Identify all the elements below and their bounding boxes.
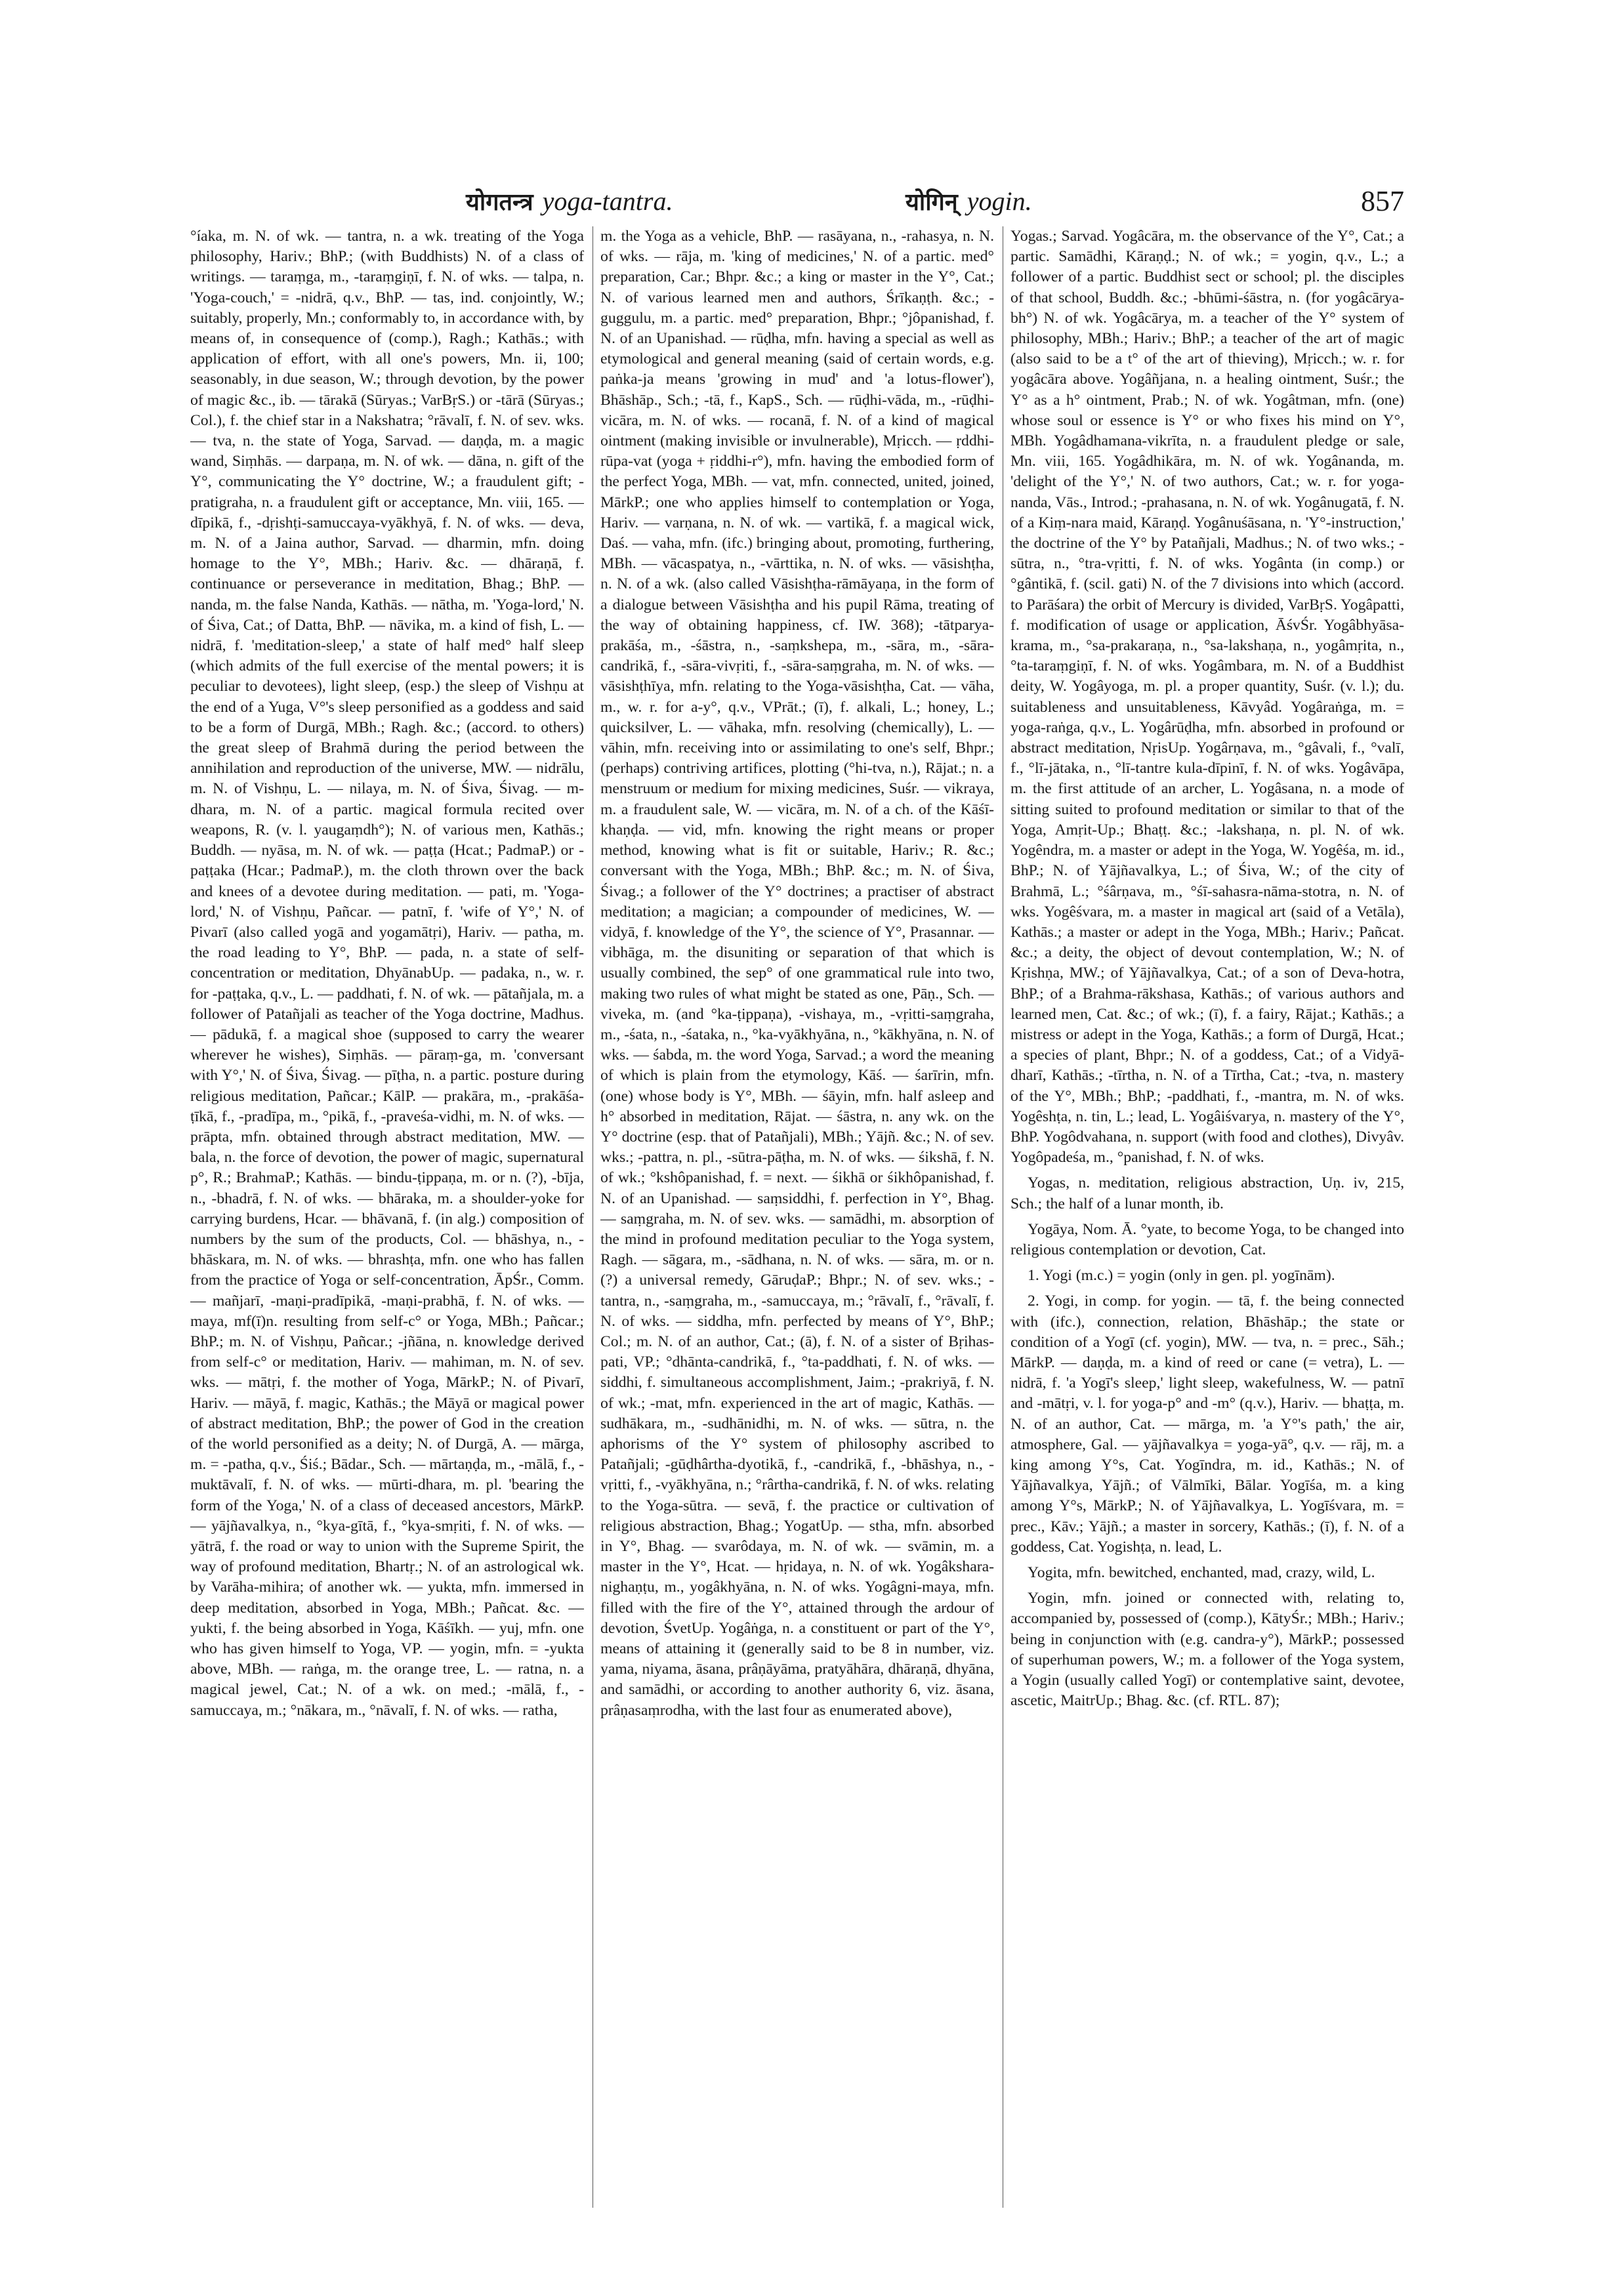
left-running-headword (466, 178, 673, 226)
page-number: 857 (1361, 185, 1404, 217)
right-running-headword (906, 178, 1032, 226)
left-headword-latin: yoga-tantra. (542, 186, 673, 216)
column-3-paragraph-4: 1. Yogi (m.c.) = yogin (only in gen. pl. yogīnām). (1028, 1267, 1335, 1285)
column-3-paragraph-7: Yogin, mfn. joined or connected with, relating to, accompanied by, possessed of (comp.), KātyŚr.; MBh.; Hariv.; being in conjunction with (e.g. candra-y°), MārkP.; possessed of superhuman powers, W.; m. a follower of the Yoga system, a Yogin (usually called Yogī) or contemplative saint, devotee, ascetic, MaitrUp.; Bhag. &c. (cf. RTL. 87); (1010, 1590, 1404, 1710)
column-3-paragraph-2: Yogas, n. meditation, religious abstraction, Uṇ. iv, 215, Sch.; the half of a lunar month, ib. (1010, 1174, 1404, 1212)
column-3-paragraph-1: Yogas.; Sarvad. Yogâcāra, m. the observance of the Y°, Cat.; a partic. Samādhi, Kāraṇḍ.; N. of wk.; = yogin, q.v., L.; a follower of a partic. Buddhist sect or school; pl. the disciples of that school, Buddh. &c.; -bhūmi-śāstra, n. (for yogâcārya-bh°) N. of wk. Yogâcārya, m. a teacher of the Y° system of philosophy, MBh.; Hariv.; BhP.; a teacher of the art of magic (also said to be a t° of the art of thieving), Mṛicch.; w. r. for yogâcāra above. Yogâñjana, n. a healing ointment, Suśr.; the Y° as a h° ointment, Prab.; N. of wk. Yogâtman, mfn. (one) whose soul or essence is Y° or who fixes his mind on Y°, MBh. Yogâdhamana-vikrīta, n. a fraudulent pledge or sale, Mn. viii, 165. Yogâdhikāra, m. N. of wk. Yogânanda, m. 'delight of the Y°,' N. of two authors, Cat.; w. r. for yoga-nanda, Vās., Introd.; -prahasana, n. N. of wk. Yogânugatā, f. N. of a Kiṃ-nara maid, Kāraṇḍ. Yogânuśāsana, n. 'Y°-instruction,' the doctrine of the Y° by Patañjali, Madhus.; N. of two wks.; -sūtra, n., °tra-vṛitti, f. N. of wks. Yogânta (in comp.) or °gântikā, f. (scil. gati) N. of the 7 divisions into which (accord. to Parāśara) the orbit of Mercury is divided, VarBṛS. Yogâpatti, f. modification of usage or application, ĀśvŚr. Yogâbhyāsa-krama, m., °sa-prakaraṇa, n., °sa-lakshaṇa, n., yogâmṛita, n., °ta-taraṃgiṇī, f. N. of wks. Yogâmbara, m. N. of a Buddhist deity, W. Yogâyoga, m. pl. a proper quantity, Suśr. (v. l.); du. suitableness and unsuitableness, Kāvyâd. Yogâraṅga, m. = yoga-raṅga, q.v., L. Yogârūḍha, mfn. absorbed in profound or abstract meditation, NṛisUp. Yogârṇava, m., °gâvali, f., °valī, f., °lī-jātaka, n., °lī-tantre kula-dīpinī, f. N. of wks. Yogâvāpa, m. the first attitude of an archer, L. Yogâsana, n. a mode of sitting suited to profound meditation or similar to that of the Yoga, Amṛit-Up.; Bhaṭṭ. &c.; -lakshaṇa, n. pl. N. of wk. Yogêndra, m. a master or adept in the Yoga, W. Yogêśa, m. id., BhP.; N. of Yājñavalkya, L.; of Śiva, W.; of the city of Brahmā, L.; °śârṇava, m., °śī-sahasra-nāma-stotra, n. N. of wks. Yogêśvara, m. a master in magical art (said of a Vetāla), Kathās.; a master or adept in the Yoga, MBh.; Hariv.; Pañcat. &c.; a deity, the object of devout contemplation, W.; N. of Kṛishṇa, MW.; of Yājñavalkya, Cat.; of a son of Deva-hotra, BhP.; of a Brahma-rākshasa, Kathās.; of various authors and learned men, Cat. &c.; of wk.; (ī), f. a fairy, Rājat.; Kathās.; a mistress or adept in the Yoga, Kathās.; a form of Durgā, Hcat.; a species of plant, Bhpr.; N. of a goddess, Cat.; of a Vidyā-dharī, Kathās.; -tīrtha, n. N. of a Tīrtha, Cat.; -tva, n. mastery of the Y°, MBh.; BhP.; -paddhati, f., -mantra, m. N. of wks. Yogêshṭa, n. tin, L.; lead, L. Yogâiśvarya, n. mastery of the Y°, BhP. Yogôdvahana, n. support (with food and clothes), Divyâv. Yogôpadeśa, m., °panishad, f. N. of wks. (1010, 228, 1404, 1167)
column-1 (190, 226, 584, 2208)
column-3-paragraph-3: Yogāya, Nom. Ā. °yate, to become Yoga, to be changed into religious contemplation or devotion, Cat. (1010, 1220, 1404, 1258)
column-2 (600, 226, 994, 2208)
right-headword-latin: yogin. (967, 186, 1032, 216)
column-3-paragraph-5: 2. Yogi, in comp. for yogin. — tā, f. the being connected with (ifc.), connection, relation, Bhāshāp.; the state or condition of a Yogī (cf. yogin), MW. — tva, n. = prec., Sāh.; MārkP. — daṇḍa, m. a kind of reed or cane (= vetra), L. — nidrā, f. 'a Yogī's sleep,' light sleep, wakefulness, W. — patnī and -mātṛi, v. l. for yoga-p° and -m° (q.v.), Hariv. — bhaṭṭa, m. N. of an author, Cat. — mārga, m. 'a Y°'s path,' the air, atmosphere, Gal. — yājñavalkya = yoga-yā°, q.v. — rāj, m. a king among Y°s, Cat. Yogīndra, m. id., Kathās.; N. of Yājñavalkya, Yājñ.; of Vālmīki, Bālar. Yogīśa, m. a king among Y°s, MārkP.; N. of Yājñavalkya, L. Yogīśvara, m. = prec., Kāv.; Yājñ.; a master in sorcery, Kathās.; (ī), f. N. of a goddess, Cat. Yogishṭa, n. lead, L. (1010, 1292, 1404, 1556)
column-3 (1010, 226, 1404, 2208)
column-3-paragraph-6: Yogita, mfn. bewitched, enchanted, mad, crazy, wild, L. (1028, 1564, 1375, 1581)
left-headword-devanagari: योगतन्त्र (466, 189, 533, 216)
column-1-paragraph-1: °íaka, m. N. of wk. — tantra, n. a wk. treating of the Yoga philosophy, Hariv.; BhP.; (with Buddhists) N. of a class of writings. — taraṃga, m., -taraṃgiṇī, f. N. of wks. — talpa, n. 'Yoga-couch,' = -nidrā, q.v., BhP. — tas, ind. conjointly, W.; suitably, properly, Mn.; conformably to, in accordance with, by means of, in consequence of (comp.), Ragh.; Kathās.; with application of effort, with all one's powers, Mn. ii, 100; seasonably, in due season, W.; through devotion, by the power of magic &c., ib. — tārakā (Sūryas.; VarBṛS.) or -tārā (Sūryas.; Col.), f. the chief star in a Nakshatra; °rāvalī, f. N. of sev. wks. — tva, n. the state of Yoga, Sarvad. — daṇḍa, m. a magic wand, Siṃhās. — darpaṇa, m. N. of wk. — dāna, n. gift of the Y°, communicating the Y° doctrine, W.; a fraudulent gift; -pratigraha, n. a fraudulent gift or acceptance, Mn. viii, 165. — dīpikā, f., -dṛishṭi-samuccaya-vyākhyā, f. N. of wks. — deva, m. N. of a Jaina author, Sarvad. — dharmin, mfn. doing homage to the Y°, MBh.; Hariv. &c. — dhāraṇā, f. continuance or perseverance in meditation, Bhag.; BhP. — nanda, m. the false Nanda, Kathās. — nātha, m. 'Yoga-lord,' N. of Śiva, Cat.; of Datta, BhP. — nāvika, m. a kind of fish, L. — nidrā, f. 'meditation-sleep,' a state of half med° half sleep (which admits of the full exercise of the mental powers; it is peculiar to devotees), light sleep, (esp.) the sleep of Vishṇu at the end of a Yuga, V°'s sleep personified as a goddess and said to be a form of Durgā, MBh.; Ragh. &c.; (accord. to others) the great sleep of Brahmā during the period between the annihilation and reproduction of the universe, MW. — nidrālu, m. N. of Vishṇu, L. — nilaya, m. N. of Śiva, Śivag. — m-dhara, m. N. of a partic. magical formula recited over weapons, R. (v. l. yaugaṃdh°); N. of various men, Kathās.; Buddh. — nyāsa, m. N. of wk. — paṭṭa (Hcat.; PadmaP.) or -paṭṭaka (Hcar.; PadmaP.), m. the cloth thrown over the back and knees of a devotee during meditation. — pati, m. 'Yoga-lord,' N. of Vishṇu, Pañcar. — patnī, f. 'wife of Y°,' N. of Pivarī (also called yogā and yogamātṛi), Hariv. — patha, m. the road leading to Y°, BhP. — pada, n. a state of self-concentration or meditation, DhyānabUp. — padaka, n., w. r. for -paṭṭaka, q.v., L. — paddhati, f. N. of wk. — pātañjala, m. a follower of Patañjali as teacher of the Yoga doctrine, Madhus. — pādukā, f. a magical shoe (supposed to carry the wearer wherever he wishes), Siṃhās. — pāraṃ-ga, m. 'conversant with Y°,' N. of Śiva, Śivag. — pīṭha, n. a partic. posture during religious meditation, Pañcar.; KālP. — prakāra, m., -prakāśa-ṭīkā, f., -pradīpa, m., °pikā, f., -praveśa-vidhi, m. N. of wks. — prāpta, mfn. obtained through abstract meditation, MW. — bala, n. the force of devotion, the power of magic, supernatural p°, R.; BrahmaP.; Kathās. — bindu-ṭippaṇa, m. or n. (?), -bīja, n., -bhadrā, f. N. of wks. — bhāraka, m. a shoulder-yoke for carrying burdens, Hcar. — bhāvanā, f. (in alg.) composition of numbers by the sum of the products, Col. — bhāshya, n., -bhāskara, m. N. of wks. — bhrashṭa, mfn. one who has fallen from the practice of Yoga or self-concentration, ĀpŚr., Comm. — mañjarī, -maṇi-pradīpikā, -maṇi-prabhā, f. N. of wks. — maya, mf(ī)n. resulting from self-c° or Yoga, MBh.; Pañcar.; BhP.; m. N. of Vishṇu, Pañcar.; -jñāna, n. knowledge derived from self-c° or meditation, Hariv. — mahiman, m. N. of sev. wks. — mātṛi, f. the mother of Yoga, MārkP.; N. of Pivarī, Hariv. — māyā, f. magic, Kathās.; the Māyā or magical power of abstract meditation, BhP.; the power of God in the creation of the world personified as a deity; N. of Durgā, A. — mārga, m. = -patha, q.v., Śiś.; Bādar., Sch. — mārtaṇḍa, m., -mālā, f., -muktāvalī, f. N. of wks. — mūrti-dhara, m. pl. 'bearing the form of the Yoga,' N. of a class of deceased ancestors, MārkP. — yājñavalkya, n., °kya-gītā, f., °kya-smṛiti, f. N. of wks. — yātrā, f. the road or way to union with the Supreme Spirit, the way of profound meditation, Bhartṛ.; N. of an astrological wk. by Varāha-mihira; of another wk. — yukta, mfn. immersed in deep meditation, absorbed in Yoga, MBh.; Pañcat. &c. — yukti, f. the being absorbed in Yoga, Kāśīkh. — yuj, mfn. one who has given himself to Yoga, VP. — yogin, mfn. = -yukta above, MBh. — raṅga, m. the orange tree, L. — ratna, n. a magical jewel, Cat.; N. of a wk. on med.; -mālā, f., -samuccaya, m.; °nākara, m., °nāvalī, f. N. of wks. — ratha, (190, 228, 584, 1719)
page-header (190, 178, 1404, 224)
right-headword-devanagari: योगिन् (906, 189, 958, 216)
column-2-paragraph-1: m. the Yoga as a vehicle, BhP. — rasāyana, n., -rahasya, n. N. of wks. — rāja, m. 'king of medicines,' N. of a partic. med° preparation, Car.; Bhpr. &c.; a king or master in the Y°, Cat.; N. of various learned men and authors, Śrīkaṇṭh. &c.; -guggulu, m. a partic. med° preparation, Bhpr.; °jôpanishad, f. N. of an Upanishad. — rūḍha, mfn. having a special as well as etymological and general meaning (said of certain words, e.g. paṅka-ja means 'growing in mud' and 'a lotus-flower'), Bhāshāp., Sch.; -tā, f., KapS., Sch. — rūḍhi-vāda, m., -rūḍhi-vicāra, m. N. of wks. — rocanā, f. N. of a kind of magical ointment (making invisible or invulnerable), Mṛicch. — ṛddhi-rūpa-vat (yoga + ṛiddhi-r°), mfn. having the embodied form of the perfect Yoga, MBh. — vat, mfn. connected, united, joined, MārkP.; one who applies himself to contemplation or Yoga, Hariv. — varṇana, n. N. of wk. — vartikā, f. a magical wick, Daś. — vaha, mfn. (ifc.) bringing about, promoting, furthering, MBh. — vācaspatya, n., -vārttika, n. N. of wks. — vāsishṭha, n. N. of a wk. (also called Vāsishṭha-rāmāyaṇa, in the form of a dialogue between Vāsishṭha and his pupil Rāma, treating of the way of obtaining happiness, cf. IW. 368); -tātparya-prakāśa, m., -śāstra, n., -saṃkshepa, m., -sāra, m., -sāra-candrikā, f., -sāra-vivṛiti, f., -sāra-saṃgraha, m. N. of wks. — vāsishṭhīya, mfn. relating to the Yoga-vāsishṭha, Cat. — vāha, m., w. r. for a-y°, q.v., VPrāt.; (ī), f. alkali, L.; honey, L.; quicksilver, L. — vāhaka, mfn. resolving (chemically), L. — vāhin, mfn. receiving into or assimilating to one's self, Bhpr.; (perhaps) contriving artifices, plotting (°hi-tva, n.), Rājat.; n. a menstruum or medium for mixing medicines, Suśr. — vikraya, m. a fraudulent sale, W. — vicāra, m. N. of a ch. of the Kāśī-khaṇḍa. — vid, mfn. knowing the right means or proper method, knowing what is fit or suitable, Hariv.; R. &c.; conversant with the Yoga, MBh.; BhP. &c.; m. N. of Śiva, Śivag.; a follower of the Y° doctrines; a practiser of abstract meditation; a magician; a compounder of medicines, W. — vidyā, f. knowledge of the Y°, the science of Y°, Prasannar. — vibhāga, m. the disuniting or separation of that which is usually combined, the sep° of one grammatical rule into two, making two rules of what might be stated as one, Pāṇ., Sch. — viveka, m. (and °ka-ṭippaṇa), -vishaya, m., -vṛitti-saṃgraha, m., -śata, n., -śataka, n., °ka-vyākhyāna, n., °kākhyāna, n. N. of wks. — śabda, m. the word Yoga, Sarvad.; a word the meaning of which is plain from the etymology, Kāś. — śarīrin, mfn. (one) whose body is Y°, MBh. — śāyin, mfn. half asleep and h° absorbed in meditation, Rājat. — śāstra, n. any wk. on the Y° doctrine (esp. that of Patañjali), MBh.; Yājñ. &c.; N. of sev. wks.; -pattra, n. pl., -sūtra-pāṭha, m. N. of wks. — śikshā, f. N. of wk.; °kshôpanishad, f. = next. — śikhā or śikhôpanishad, f. N. of an Upanishad. — saṃsiddhi, f. perfection in Y°, Bhag. — saṃgraha, m. N. of sev. wks. — samādhi, m. absorption of the mind in profound meditation peculiar to the Yoga system, Ragh. — sāgara, m., -sādhana, n. N. of wks. — sāra, m. or n. (?) a universal remedy, GāruḍaP.; Bhpr.; N. of sev. wks.; -tantra, n., -saṃgraha, m., -samuccaya, m.; °rāvalī, f., °rāvalī, f. N. of wks. — siddha, mfn. perfected by means of Y°, BhP.; Col.; m. N. of an author, Cat.; (ā), f. N. of a sister of Bṛihas-pati, VP.; °dhānta-candrikā, f., °ta-paddhati, f. N. of wks. — siddhi, f. simultaneous accomplishment, Jaim.; -prakriyā, f. N. of wk.; -mat, mfn. experienced in the art of magic, Kathās. — sudhākara, m., -sudhānidhi, m. N. of wks. — sūtra, n. the aphorisms of the Y° system of philosophy ascribed to Patañjali; -gūḍhârtha-dyotikā, f., -candrikā, f., -bhāshya, n., -vṛitti, f., -vyākhyāna, n.; °rârtha-candrikā, f. N. of wks. relating to the Yoga-sūtra. — sevā, f. the practice or cultivation of religious abstraction, Bhag.; YogatUp. — stha, mfn. absorbed in Y°, Bhag. — svarôdaya, m. N. of wk. — svāmin, m. a master in the Y°, Hcat. — hṛidaya, n. N. of wk. Yogâkshara-nighaṇṭu, m., yogâkhyāna, n. N. of wks. Yogâgni-maya, mfn. filled with the fire of the Y°, attained through the ardour of devotion, ŚvetUp. Yogâṅga, n. a constituent or part of the Y°, means of attaining it (generally said to be 8 in number, viz. yama, niyama, āsana, prâṇāyāma, pratyāhāra, dhāraṇā, dhyāna, and samādhi, or according to another authority 6, viz. āsana, prâṇasaṃrodha, with the last four as enumerated above), (600, 228, 994, 1719)
